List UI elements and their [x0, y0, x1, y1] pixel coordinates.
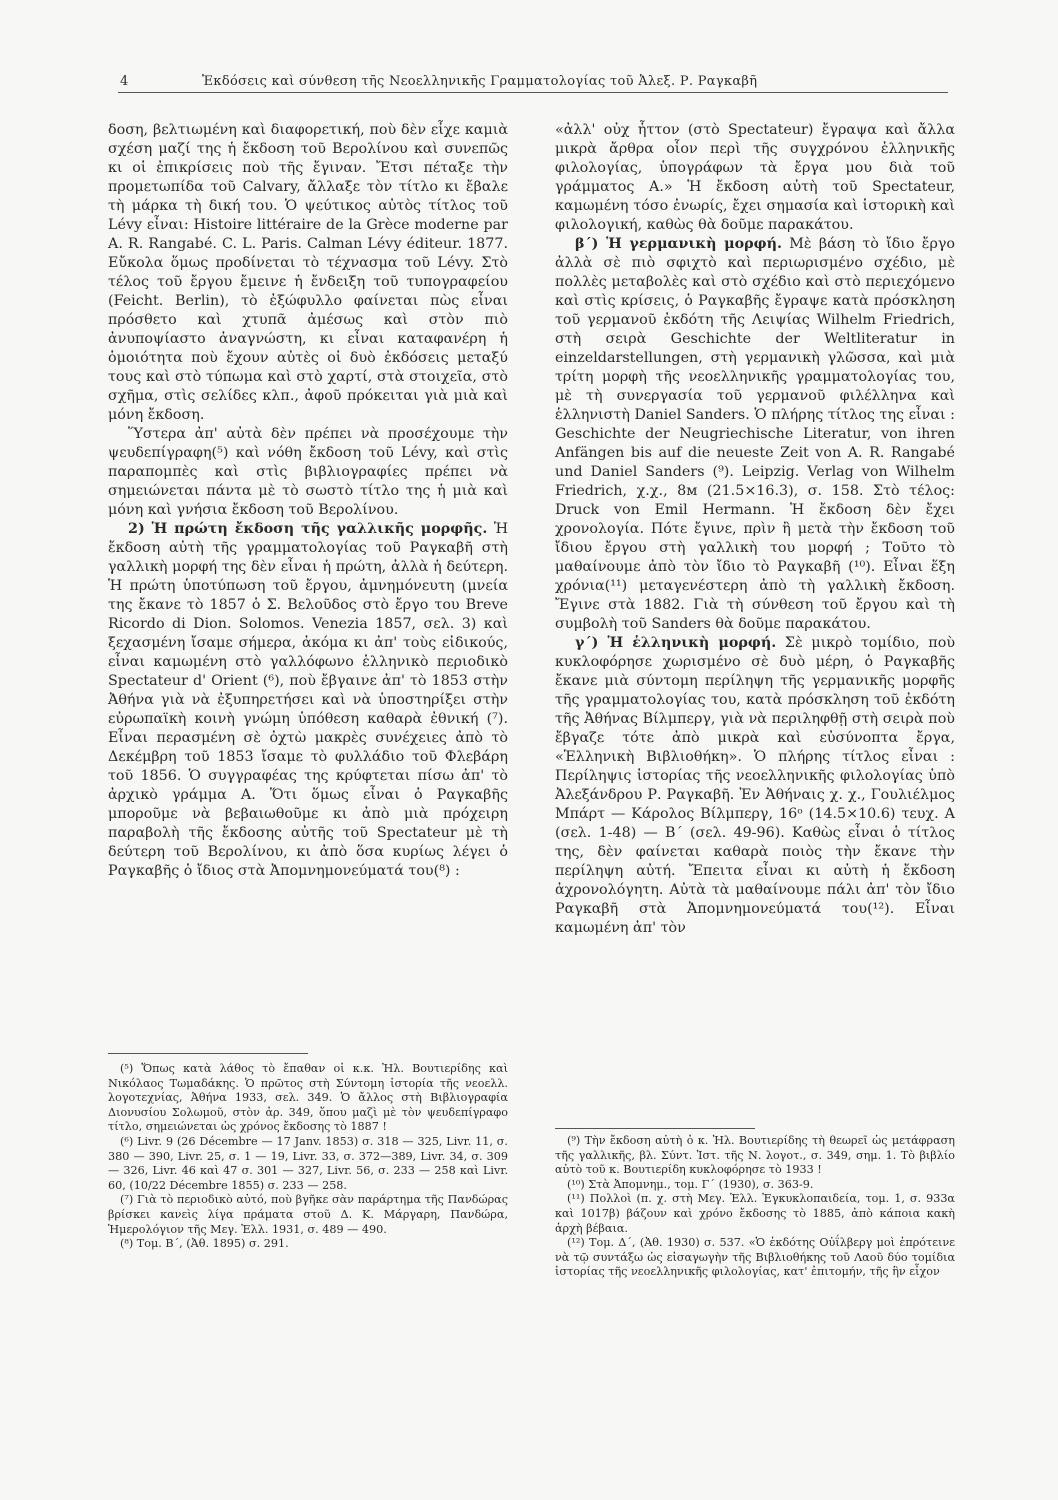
footnote: (⁵) Ὅπως κατὰ λάθος τὸ ἔπαθαν οἱ κ.κ. Ἠλ. Βουτιερίδης καὶ Νικόλαος Τωμαδάκης. Ὁ πρῶτος στὴ Σύντομη ἱστορία τῆς νεοελλ. λογοτεχνίας, Ἀθήνα 1933, σελ. 349. Ὁ ἄλλος στὴ Βιβλιογραφία Διονυσίου Σολωμοῦ, στὸν ἀρ. 349, ὅπου μαζὶ μὲ τὸν ψευδεπίγραφο τίτλο, σημειώνεται ὡς χρόνος ἔκδοσης τὸ 1887 !	[108, 1062, 508, 1134]
left-column	[108, 121, 508, 881]
paragraph-text: Μὲ βάση τὸ ἴδιο ἔργο ἀλλὰ σὲ πιὸ σφιχτὸ καὶ περιωρισμένο σχέδιο, μὲ πολλὲς μεταβολὲς καὶ στὸ σχέδιο καὶ στὸ περιεχόμενο καὶ στὶς κρίσεις, ὁ Ραγκαβῆς ἔγραψε κατὰ πρόσκληση τοῦ γερμανοῦ ἐκδότη τῆς Λειψίας Wilhelm Friedrich, στὴ σειρὰ Geschichte der Weltliteratur in einzeldarstellungen, στὴ γερμανικὴ γλῶσσα, καὶ μιὰ τρίτη μορφὴ τῆς νεοελληνικῆς γραμματολογίας του, μὲ τὴ συνεργασία τοῦ γερμανοῦ φιλέλληνα καὶ ἑλληνιστὴ Daniel Sanders. Ὁ πλήρης τίτλος της εἶναι : Geschichte der Neugriechische Literatur, von ihren Anfängen bis auf die neueste Zeit von A. R. Rangabé und Daniel Sanders (⁹). Leipzig. Verlag von Wilhelm Friedrich, χ.χ., 8ᴍ (21.5×16.3), σ. 158. Στὸ τέλος: Druck von Emil Hermann. Ἡ ἔκδοση δὲν ἔχει χρονολογία. Πότε ἔγινε, πρὶν ἢ μετὰ τὴν ἔκδοση τοῦ ἴδιου ἔργου στὴ γαλλικὴ του μορφή ; Τοῦτο τὸ μαθαίνουμε ἀπὸ τὸν ἴδιο τὸ Ραγκαβῆ (¹⁰). Εἶναι ἕξη χρόνια(¹¹) μεταγενέστερη ἀπὸ τὴ γαλλικὴ ἔκδοση. Ἔγινε στὰ 1882. Γιὰ τὴ σύνθεση τοῦ ἔργου καὶ τὴ συμβολὴ τοῦ Sanders θὰ δοῦμε παρακάτου.	[555, 236, 955, 632]
section-heading: γ΄) Ἡ ἑλληνικὴ μορφή.	[575, 635, 777, 651]
header-rule	[118, 92, 948, 93]
running-title: Ἐκδόσεις καὶ σύνθεση τῆς Νεοελληνικῆς Γραμματολογίας τοῦ Ἀλεξ. Ρ. Ραγκαβῆ	[202, 74, 758, 89]
left-footnotes	[108, 1062, 508, 1252]
section-paragraph	[555, 634, 955, 938]
footnote: (¹²) Τομ. Δ΄, (Ἀθ. 1930) σ. 537. «Ὁ ἐκδότης Οὐΐλβεργ μοὶ ἐπρότεινε νὰ τῷ συντάξω ὡς εἰσαγωγὴν τῆς Βιβλιοθήκης τοῦ Λαοῦ δύο τομίδια ἱστορίας τῆς νεοελληνικῆς φιλολογίας, κατ' ἐπιτομήν, τῆς ἣν εἶχον	[555, 1236, 955, 1279]
footnote: (⁹) Τὴν ἔκδοση αὐτὴ ὁ κ. Ἠλ. Βουτιερίδης τὴ θεωρεῖ ὡς μετάφραση τῆς γαλλικῆς, βλ. Σύντ. Ἱστ. τῆς Ν. λογοτ., σ. 349, σημ. 1. Τὸ βιβλίο αὐτὸ τοῦ κ. Βουτιερίδη κυκλοφόρησε τὸ 1933 !	[555, 1134, 955, 1177]
section-paragraph	[108, 520, 508, 881]
section-heading: β΄) Ἡ γερμανικὴ μορφή.	[575, 236, 782, 252]
footnote: (¹⁰) Στὰ Ἀπομνημ., τομ. Γ΄ (1930), σ. 363-9.	[567, 1177, 814, 1191]
right-footnotes	[555, 1134, 955, 1280]
section-heading: 2) Ἡ πρώτη ἔκδοση τῆς γαλλικῆς μορφῆς.	[128, 521, 488, 537]
paragraph: δοση, βελτιωμένη καὶ διαφορετική, ποὺ δὲν εἶχε καμιὰ σχέση μαζί της ἡ ἔκδοση τοῦ Βερολίνου καὶ συνεπῶς κι οἱ ἐπικρίσεις ποὺ τῆς ἔγιναν. Ἔτσι πέταξε τὴν προμετωπίδα τοῦ Calvary, ἄλλαξε τὸν τίτλο κι ἔβαλε τὴ μάρκα τὴ δική του. Ὁ ψεύτικος αὐτὸς τίτλος τοῦ Lévy εἶναι: Histoire littéraire de la Grèce moderne par A. R. Rangabé. C. L. Paris. Calman Lévy éditeur. 1877. Εὔκολα ὅμως προδίνεται τὸ τέχνασμα τοῦ Lévy. Στὸ τέλος τοῦ ἔργου ἔμεινε ἡ ἔνδειξη τοῦ τυπογραφείου (Feicht. Berlin), τὸ ἐξώφυλλο φαίνεται πὼς εἶναι πρόσθετο καὶ χτυπᾶ ἀμέσως καὶ στὸν πιὸ ἀνυποψίαστο ἀναγνώστη, κι εἶναι καταφανέρη ἡ ὁμοιότητα ποὺ ἔχουν αὐτὲς οἱ δυὸ ἐκδόσεις μεταξύ τους καὶ στὸ τύπωμα καὶ στὸ χαρτί, στὰ στοιχεῖα, στὸ σχῆμα, στὶς σελίδες κλπ., ἀφοῦ πρόκειται γιὰ μιὰ καὶ μόνη ἔκδοση.	[108, 122, 508, 423]
page-number: 4	[120, 74, 129, 89]
paragraph: Ὕστερα ἀπ' αὐτὰ δὲν πρέπει νὰ προσέχουμε τὴν ψευδεπίγραφη(⁵) καὶ νόθη ἔκδοση τοῦ Lévy, καὶ στὶς παραπομπὲς καὶ στὶς βιβλιογραφίες πρέπει νὰ σημειώνεται πάντα μὲ τὸ σωστὸ τίτλο της ἡ μιὰ καὶ μόνη καὶ γνήσια ἔκδοση τοῦ Βερολίνου.	[108, 426, 508, 518]
paragraph-text: Σὲ μικρὸ τομίδιο, ποὺ κυκλοφόρησε χωρισμένο σὲ δυὸ μέρη, ὁ Ραγκαβῆς ἔκανε μιὰ σύντομη περίληψη τῆς γερμανικῆς μορφῆς τῆς γραμματολογίας του, κατὰ πρόσκληση τοῦ ἐκδότη τῆς Ἀθήνας Βίλμπεργ, γιὰ νὰ περιληφθῇ στὴ σειρὰ ποὺ ἔβγαζε τότε ἀπὸ μικρὰ καὶ εὐσύνοπτα ἔργα, «Ἑλληνικὴ Βιβλιοθήκη». Ὁ πλήρης τίτλος εἶναι : Περίληψις ἱστορίας τῆς νεοελληνικῆς φιλολογίας ὑπὸ Ἀλεξάνδρου Ρ. Ραγκαβῆ. Ἐν Ἀθήναις χ. χ., Γουλιέλμος Μπάρτ — Κάρολος Βίλμπεργ, 16ᵒ (14.5×10.6) τευχ. Α (σελ. 1-48) — Β΄ (σελ. 49-96). Καθὼς εἶναι ὁ τίτλος της, δὲν φαίνεται καθαρὰ ποιὸς τὴν ἔκανε τὴν περίληψη αὐτή. Ἔπειτα εἶναι κι αὐτὴ ἡ ἔκδοση ἀχρονολόγητη. Αὐτὰ τὰ μαθαίνουμε πάλι ἀπ' τὸν ἴδιο Ραγκαβῆ στὰ Ἀπομνημονεύματά του(¹²). Εἶναι καμωμένη ἀπ' τὸν	[555, 635, 956, 936]
running-header	[120, 68, 946, 94]
paragraph: «ἀλλ' οὐχ ἧττον (στὸ Spectateur) ἔγραψα καὶ ἄλλα μικρὰ ἄρθρα οἷον περὶ τῆς συγχρόνου ἑλληνικῆς φιλολογίας, ὑπογράφων τὰ ἔργα μου διὰ τοῦ γράμματος Α.» Ἡ ἔκδοση αὐτὴ τοῦ Spectateur, καμωμένη τόσο ἐνωρίς, ἔχει σημασία καὶ ἱστορικὴ καὶ φιλολογική, καθὼς θὰ δοῦμε παρακάτου.	[555, 122, 955, 233]
footnote: (⁶) Livr. 9 (26 Décembre — 17 Janv. 1853) σ. 318 — 325, Livr. 11, σ. 380 — 390, Livr. 25, σ. 1 — 19, Livr. 33, σ. 372—389, Livr. 34, σ. 309 — 326, Livr. 46 καὶ 47 σ. 301 — 327, Livr. 56, σ. 233 — 258 καὶ Livr. 60, (10/22 Décembre 1855) σ. 233 — 258.	[108, 1134, 508, 1192]
footnote-rule	[555, 1128, 755, 1129]
right-column	[555, 121, 955, 938]
paragraph-text: Ἡ ἔκδοση αὐτὴ τῆς γραμματολογίας τοῦ Ραγκαβῆ στὴ γαλλικὴ μορφή της δὲν εἶναι ἡ πρώτη, ἀλλὰ ἡ δεύτερη. Ἡ πρώτη ὑποτύπωση τοῦ ἔργου, ἀμνημόνευτη (μνεία της ἔκανε τὸ 1857 ὁ Σ. Βελοῦδος στὸ ἔργο του Breve Ricordo di Dion. Solomos. Venezia 1857, σελ. 3) καὶ ξεχασμένη ἴσαμε σήμερα, ἀκόμα κι ἀπ' τοὺς εἰδικούς, εἶναι καμωμένη στὸ γαλλόφωνο ἑλληνικὸ περιοδικὸ Spectateur d' Orient (⁶), ποὺ ἔβγαινε ἀπ' τὸ 1853 στὴν Ἀθήνα γιὰ νὰ ἐξυπηρετήσει καὶ νὰ ὑποστηρίξει στὴν εὐρωπαϊκὴ κοινὴ γνώμη ὑπόθεση καθαρὰ ἐθνική (⁷). Εἶναι περασμένη σὲ ὀχτὼ μακρὲς συνέχειες ἀπὸ τὸ Δεκέμβρη τοῦ 1853 ἴσαμε τὸ φυλλάδιο τοῦ Φλεβάρη τοῦ 1856. Ὁ συγγραφέας της κρύφτεται πίσω ἀπ' τὸ ἀρχικὸ γράμμα Α. Ὅτι ὅμως εἶναι ὁ Ραγκαβῆς μποροῦμε νὰ βεβαιωθοῦμε κι ἀπὸ μιὰ πρόχειρη παραβολὴ τῆς ἔκδοσης αὐτῆς τοῦ Spectateur μὲ τὴ δεύτερη τοῦ Βερολίνου, κι ἀπὸ ὅσα κυρίως λέγει ὁ Ραγκαβῆς ὁ ἴδιος στὰ Ἀπομνημονεύματά του(⁸) :	[108, 521, 508, 879]
footnote-rule	[108, 1053, 308, 1054]
footnote: (¹¹) Πολλοὶ (π. χ. στὴ Μεγ. Ἑλλ. Ἐγκυκλοπαιδεία, τομ. 1, σ. 933α καὶ 1017β) βάζουν καὶ χρόνο ἔκδοσης τὸ 1885, ἀπὸ κάποια κακὴ ἀρχὴ βέβαια.	[555, 1192, 955, 1235]
section-paragraph	[555, 235, 955, 634]
footnote: (⁸) Τομ. Β΄, (Ἀθ. 1895) σ. 291.	[120, 1237, 289, 1251]
footnote: (⁷) Γιὰ τὸ περιοδικὸ αὐτό, ποὺ βγῆκε σὰν παράρτημα τῆς Πανδώρας βρίσκει κανεὶς λίγα πράματα στοῦ Δ. Κ. Μάργαρη, Πανδώρα, Ἡμερολόγιον τῆς Μεγ. Ἑλλ. 1931, σ. 489 — 490.	[108, 1193, 508, 1236]
